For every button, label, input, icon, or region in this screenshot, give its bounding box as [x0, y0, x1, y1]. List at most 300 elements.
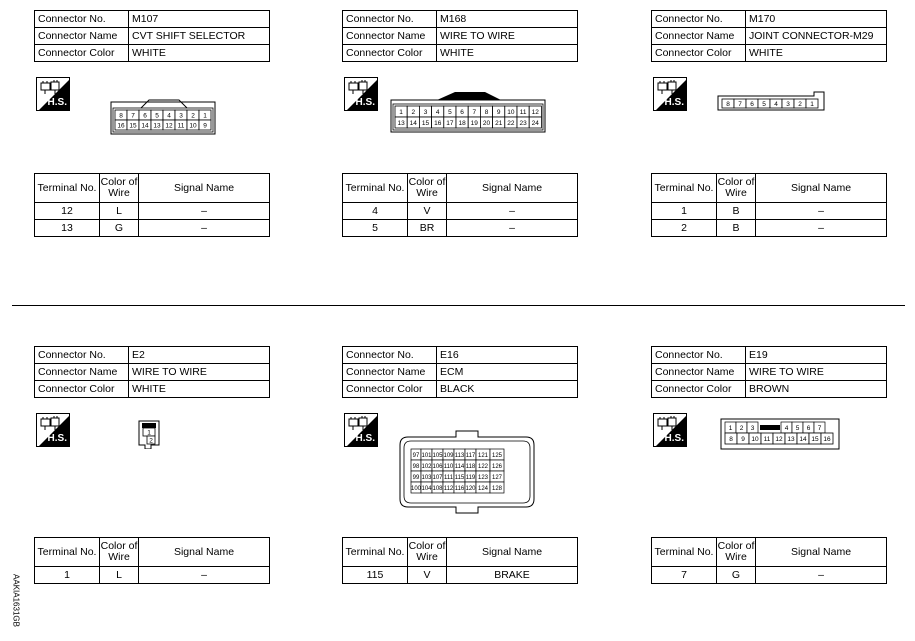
pin-label: 2 — [411, 109, 416, 116]
connector-color-value: WHITE — [129, 381, 270, 398]
terminal-table — [342, 537, 578, 584]
pin-label: 22 — [507, 120, 515, 127]
signal-name: – — [139, 203, 270, 220]
terminal-no: 7 — [652, 567, 717, 584]
terminal-table — [651, 173, 887, 237]
connector-pin — [163, 110, 175, 120]
pin-label: 8 — [119, 112, 123, 120]
pin-label: 3 — [786, 101, 790, 108]
connector-color-row — [343, 45, 578, 62]
connector-color-value: WHITE — [129, 45, 270, 62]
terminal-row — [35, 203, 270, 220]
color-of-wire-header: Color of Wire — [100, 538, 139, 567]
connector-pin — [749, 433, 761, 444]
signal-name-header: Signal Name — [756, 538, 887, 567]
pin-label: 13 — [787, 436, 795, 443]
connector-pin — [187, 120, 199, 130]
pin-label: 13 — [397, 120, 405, 127]
pin-label: 6 — [143, 112, 147, 120]
terminal-table-header — [652, 538, 887, 567]
pin-label: 115 — [454, 475, 465, 481]
terminal-row — [652, 203, 887, 220]
terminal-no-header: Terminal No. — [35, 538, 100, 567]
connector-name-row — [343, 28, 578, 45]
terminal-row — [343, 567, 578, 584]
pin-label: 1 — [399, 109, 403, 116]
hs-label: H.S. — [355, 433, 375, 444]
connector-no-value: E16 — [437, 347, 578, 364]
connector-pin — [490, 482, 504, 493]
terminal-no: 2 — [652, 220, 717, 237]
terminal-no: 1 — [35, 567, 100, 584]
pin-label: 9 — [203, 122, 207, 130]
pin-label: 8 — [729, 436, 733, 443]
connector-no-value: M170 — [746, 11, 887, 28]
pin-label: 21 — [495, 120, 503, 127]
connector-pin — [127, 120, 139, 130]
connector-pin — [407, 106, 419, 117]
signal-name: BRAKE — [447, 567, 578, 584]
connector-pin — [722, 99, 734, 108]
wire-color: BR — [408, 220, 447, 237]
connector-face-m107 — [109, 94, 219, 138]
connector-pin — [809, 433, 821, 444]
connector-pin — [454, 460, 465, 471]
connector-name-row — [35, 364, 270, 381]
terminal-table-header — [652, 174, 887, 203]
pin-label: 124 — [477, 486, 489, 492]
pin-label: 9 — [496, 109, 501, 116]
connector-pin — [505, 106, 517, 117]
pin-label: 15 — [811, 436, 819, 443]
connector-color-value: BLACK — [437, 381, 578, 398]
connector-pin — [443, 482, 454, 493]
pin-label: 11 — [519, 109, 527, 116]
connector-pin — [432, 449, 443, 460]
connector-pin — [465, 471, 476, 482]
connector-pin — [199, 120, 211, 130]
terminal-no: 4 — [343, 203, 408, 220]
connector-color-value: WHITE — [746, 45, 887, 62]
pin-label: 14 — [409, 120, 417, 127]
connector-name-label: Connector Name — [35, 28, 129, 45]
connector-pin — [814, 422, 825, 433]
connector-name-value: WIRE TO WIRE — [746, 364, 887, 381]
pin-label: 122 — [477, 464, 489, 470]
connector-pin — [476, 471, 490, 482]
signal-name: – — [756, 220, 887, 237]
connector-pin — [725, 433, 737, 444]
pin-label: 3 — [750, 425, 755, 432]
connector-pin — [444, 106, 456, 117]
connector-no-row — [343, 347, 578, 364]
terminal-row — [35, 220, 270, 237]
hs-label: H.S. — [47, 97, 67, 108]
connector-pin — [421, 471, 432, 482]
connector-pin — [151, 120, 163, 130]
connector-pin — [476, 460, 490, 471]
connector-pin — [175, 120, 187, 130]
terminal-no-header: Terminal No. — [343, 174, 408, 203]
pin-label: 17 — [446, 120, 454, 127]
hs-harness-side-icon — [344, 413, 378, 447]
connector-color-label: Connector Color — [652, 45, 746, 62]
pin-label: 12 — [165, 122, 173, 130]
pin-label: 109 — [443, 453, 454, 459]
connector-no-row — [35, 11, 270, 28]
connector-color-label: Connector Color — [343, 381, 437, 398]
connector-pin — [456, 106, 468, 117]
pin-label: 19 — [470, 120, 478, 127]
pin-label: 126 — [491, 464, 503, 470]
connector-pin — [517, 117, 529, 128]
pin-label: 98 — [412, 464, 420, 470]
pin-label: 16 — [823, 436, 831, 443]
pin-label: 108 — [432, 486, 443, 492]
connector-pin — [465, 460, 476, 471]
pin-label: 128 — [491, 486, 503, 492]
pin-label: 5 — [795, 425, 800, 432]
pin-label: 8 — [484, 109, 489, 116]
pin-label: 120 — [465, 486, 476, 492]
terminal-no: 5 — [343, 220, 408, 237]
color-of-wire-header: Color of Wire — [717, 174, 756, 203]
pin-label: 2 — [149, 437, 153, 445]
connector-color-row — [35, 45, 270, 62]
connector-pin — [476, 449, 490, 460]
connector-pin — [395, 106, 407, 117]
connector-pin — [421, 482, 432, 493]
pin-label: 16 — [434, 120, 442, 127]
pin-label: 10 — [751, 436, 759, 443]
connector-pin — [151, 110, 163, 120]
connector-no-value: M107 — [129, 11, 270, 28]
connector-pin — [199, 110, 211, 120]
signal-name: – — [756, 203, 887, 220]
connector-color-label: Connector Color — [35, 381, 129, 398]
connector-name-label: Connector Name — [35, 364, 129, 381]
connector-pin — [737, 433, 749, 444]
signal-name: – — [139, 220, 270, 237]
pin-label: 101 — [421, 453, 432, 459]
pin-label: 4 — [167, 112, 171, 120]
pin-label: 5 — [155, 112, 159, 120]
connector-face-m168 — [389, 90, 549, 134]
wire-color: B — [717, 220, 756, 237]
terminal-no: 12 — [35, 203, 100, 220]
connector-color-label: Connector Color — [35, 45, 129, 62]
pin-label: 111 — [443, 475, 454, 481]
terminal-row — [35, 567, 270, 584]
connector-pin — [517, 106, 529, 117]
connector-no-label: Connector No. — [35, 11, 129, 28]
connector-pin — [770, 99, 782, 108]
connector-pin — [163, 120, 175, 130]
connector-pin — [411, 471, 421, 482]
pin-label: 104 — [421, 486, 432, 492]
connector-no-value: M168 — [437, 11, 578, 28]
connector-name-value: CVT SHIFT SELECTOR — [129, 28, 270, 45]
pin-label: 103 — [421, 475, 432, 481]
connector-color-label: Connector Color — [652, 381, 746, 398]
connector-color-row — [35, 381, 270, 398]
pin-label: 116 — [454, 486, 465, 492]
connector-no-value: E2 — [129, 347, 270, 364]
terminal-no-header: Terminal No. — [652, 538, 717, 567]
connector-pin — [421, 449, 432, 460]
connector-pin — [493, 106, 505, 117]
connector-pin — [432, 117, 444, 128]
pin-label: 6 — [460, 109, 464, 116]
pin-label: 106 — [432, 464, 443, 470]
signal-name: – — [756, 567, 887, 584]
connector-pin — [758, 99, 770, 108]
connector-pin — [529, 117, 541, 128]
connector-no-value: E19 — [746, 347, 887, 364]
connector-pin — [127, 110, 139, 120]
connector-color-row — [652, 381, 887, 398]
connector-pin — [746, 99, 758, 108]
pin-label: 97 — [412, 453, 420, 459]
hs-harness-side-icon — [36, 413, 70, 447]
connector-info-table — [651, 346, 887, 398]
connector-pin — [747, 422, 758, 433]
signal-name: – — [447, 203, 578, 220]
connector-name-row — [652, 28, 887, 45]
connector-pin — [785, 433, 797, 444]
connector-pin — [143, 428, 155, 437]
pin-label: 7 — [817, 425, 822, 432]
pin-label: 10 — [507, 109, 515, 116]
connector-no-label: Connector No. — [343, 11, 437, 28]
connector-pin — [725, 422, 736, 433]
pin-label: 123 — [477, 475, 489, 481]
terminal-table-header — [35, 538, 270, 567]
connector-info-table — [342, 346, 578, 398]
connector-no-row — [343, 11, 578, 28]
connector-pin — [443, 471, 454, 482]
connector-pin — [411, 449, 421, 460]
pin-label: 102 — [421, 464, 432, 470]
connector-name-label: Connector Name — [652, 364, 746, 381]
connector-name-label: Connector Name — [343, 364, 437, 381]
connector-pin — [468, 117, 480, 128]
section-divider — [12, 305, 905, 306]
connector-pin — [432, 471, 443, 482]
connector-color-value: BROWN — [746, 381, 887, 398]
pin-label: 15 — [129, 122, 137, 130]
connector-pin — [493, 117, 505, 128]
connector-pin — [468, 106, 480, 117]
connector-pin — [821, 433, 833, 444]
connector-info-table — [34, 10, 270, 62]
connector-pin — [476, 482, 490, 493]
pin-label: 12 — [531, 109, 539, 116]
connector-pin — [411, 460, 421, 471]
connector-pin — [761, 433, 773, 444]
connector-name-row — [35, 28, 270, 45]
terminal-row — [343, 203, 578, 220]
pin-label: 13 — [153, 122, 161, 130]
connector-pin — [411, 482, 422, 493]
connector-pin — [480, 106, 492, 117]
pin-label: 113 — [454, 453, 465, 459]
connector-pin — [529, 106, 541, 117]
connector-pin — [115, 110, 127, 120]
pin-label: 2 — [191, 112, 195, 120]
wire-color: V — [408, 567, 447, 584]
pin-label: 4 — [774, 101, 778, 108]
terminal-no: 1 — [652, 203, 717, 220]
wire-color: B — [717, 203, 756, 220]
connector-name-value: WIRE TO WIRE — [437, 28, 578, 45]
hs-harness-side-icon — [653, 77, 687, 111]
connector-info-table — [651, 10, 887, 62]
pin-label: 100 — [410, 486, 422, 492]
connector-no-label: Connector No. — [652, 347, 746, 364]
wire-color: L — [100, 567, 139, 584]
pin-label: 6 — [750, 101, 754, 108]
connector-no-row — [652, 11, 887, 28]
pin-label: 15 — [421, 120, 430, 127]
signal-name-header: Signal Name — [447, 174, 578, 203]
color-of-wire-header: Color of Wire — [408, 174, 447, 203]
connector-pin — [734, 99, 746, 108]
connector-pin — [407, 117, 419, 128]
connector-pin — [803, 422, 814, 433]
terminal-table-header — [35, 174, 270, 203]
connector-no-row — [35, 347, 270, 364]
connector-name-value: ECM — [437, 364, 578, 381]
signal-name-header: Signal Name — [447, 538, 578, 567]
pin-label: 11 — [177, 122, 185, 130]
pin-label: 6 — [806, 425, 811, 432]
hs-label: H.S. — [355, 97, 375, 108]
wire-color: G — [717, 567, 756, 584]
pin-label: 14 — [799, 436, 807, 443]
terminal-row — [652, 567, 887, 584]
connector-pin — [432, 460, 443, 471]
connector-name-row — [343, 364, 578, 381]
signal-name-header: Signal Name — [139, 174, 270, 203]
terminal-no: 115 — [343, 567, 408, 584]
terminal-table-header — [343, 174, 578, 203]
pin-label: 14 — [141, 122, 149, 130]
connector-face-e19 — [719, 417, 841, 451]
color-of-wire-header: Color of Wire — [408, 538, 447, 567]
wire-color: G — [100, 220, 139, 237]
connector-pin — [792, 422, 803, 433]
signal-name: – — [447, 220, 578, 237]
pin-label: 9 — [741, 436, 745, 443]
color-of-wire-header: Color of Wire — [717, 538, 756, 567]
pin-label: 117 — [465, 453, 476, 459]
connector-pin — [395, 117, 407, 128]
connector-pin — [432, 482, 443, 493]
connector-color-value: WHITE — [437, 45, 578, 62]
terminal-row — [343, 220, 578, 237]
connector-pin — [490, 471, 504, 482]
connector-pin — [432, 106, 444, 117]
pin-label: 3 — [179, 112, 183, 120]
connector-name-value: JOINT CONNECTOR-M29 — [746, 28, 887, 45]
connector-pin — [139, 110, 151, 120]
connector-pin — [480, 117, 492, 128]
connector-no-row — [652, 347, 887, 364]
pin-label: 7 — [472, 109, 477, 116]
connector-pin — [773, 433, 785, 444]
wire-color: V — [408, 203, 447, 220]
terminal-table — [651, 537, 887, 584]
pin-label: 16 — [117, 122, 125, 130]
connector-face-e2 — [137, 419, 163, 449]
terminal-table — [342, 173, 578, 237]
terminal-no: 13 — [35, 220, 100, 237]
pin-label: 11 — [763, 436, 771, 443]
connector-key — [760, 425, 780, 430]
connector-pin — [454, 482, 465, 493]
hs-harness-side-icon — [653, 413, 687, 447]
pin-label: 107 — [432, 475, 443, 481]
connector-no-label: Connector No. — [343, 347, 437, 364]
terminal-table — [34, 537, 270, 584]
pin-label: 105 — [432, 453, 443, 459]
pin-label: 1 — [728, 425, 733, 432]
connector-pin — [139, 120, 151, 130]
connector-pin — [781, 422, 792, 433]
connector-pin — [465, 449, 476, 460]
hs-label: H.S. — [664, 97, 684, 108]
connector-pin — [456, 117, 468, 128]
pin-label: 10 — [189, 122, 197, 130]
connector-pin — [419, 106, 431, 117]
connector-pin — [421, 460, 432, 471]
connector-pin — [797, 433, 809, 444]
terminal-no-header: Terminal No. — [652, 174, 717, 203]
connector-pin — [465, 482, 476, 493]
pin-label: 23 — [519, 120, 527, 127]
pin-label: 1 — [203, 112, 207, 120]
connector-color-label: Connector Color — [343, 45, 437, 62]
color-of-wire-header: Color of Wire — [100, 174, 139, 203]
figure-id: AAKIA1631GB — [11, 574, 21, 627]
terminal-table — [34, 173, 270, 237]
connector-pin — [443, 460, 454, 471]
connector-pin — [782, 99, 794, 108]
hs-label: H.S. — [664, 433, 684, 444]
connector-color-row — [343, 381, 578, 398]
connector-pin — [443, 449, 454, 460]
connector-face-e16 — [398, 427, 538, 515]
terminal-table-header — [343, 538, 578, 567]
signal-name-header: Signal Name — [756, 174, 887, 203]
hs-label: H.S. — [47, 433, 67, 444]
wire-color: L — [100, 203, 139, 220]
connector-pin — [115, 120, 127, 130]
connector-pin — [806, 99, 818, 108]
terminal-no-header: Terminal No. — [343, 538, 408, 567]
connector-face-m170 — [716, 90, 828, 112]
pin-label: 5 — [762, 101, 766, 108]
pin-label: 1 — [147, 429, 151, 437]
connector-info-table — [342, 10, 578, 62]
connector-pin — [736, 422, 747, 433]
pin-label: 5 — [448, 109, 452, 116]
pin-label: 99 — [412, 475, 420, 481]
pin-label: 2 — [798, 101, 802, 108]
pin-label: 12 — [775, 436, 783, 443]
pin-label: 8 — [726, 101, 730, 108]
